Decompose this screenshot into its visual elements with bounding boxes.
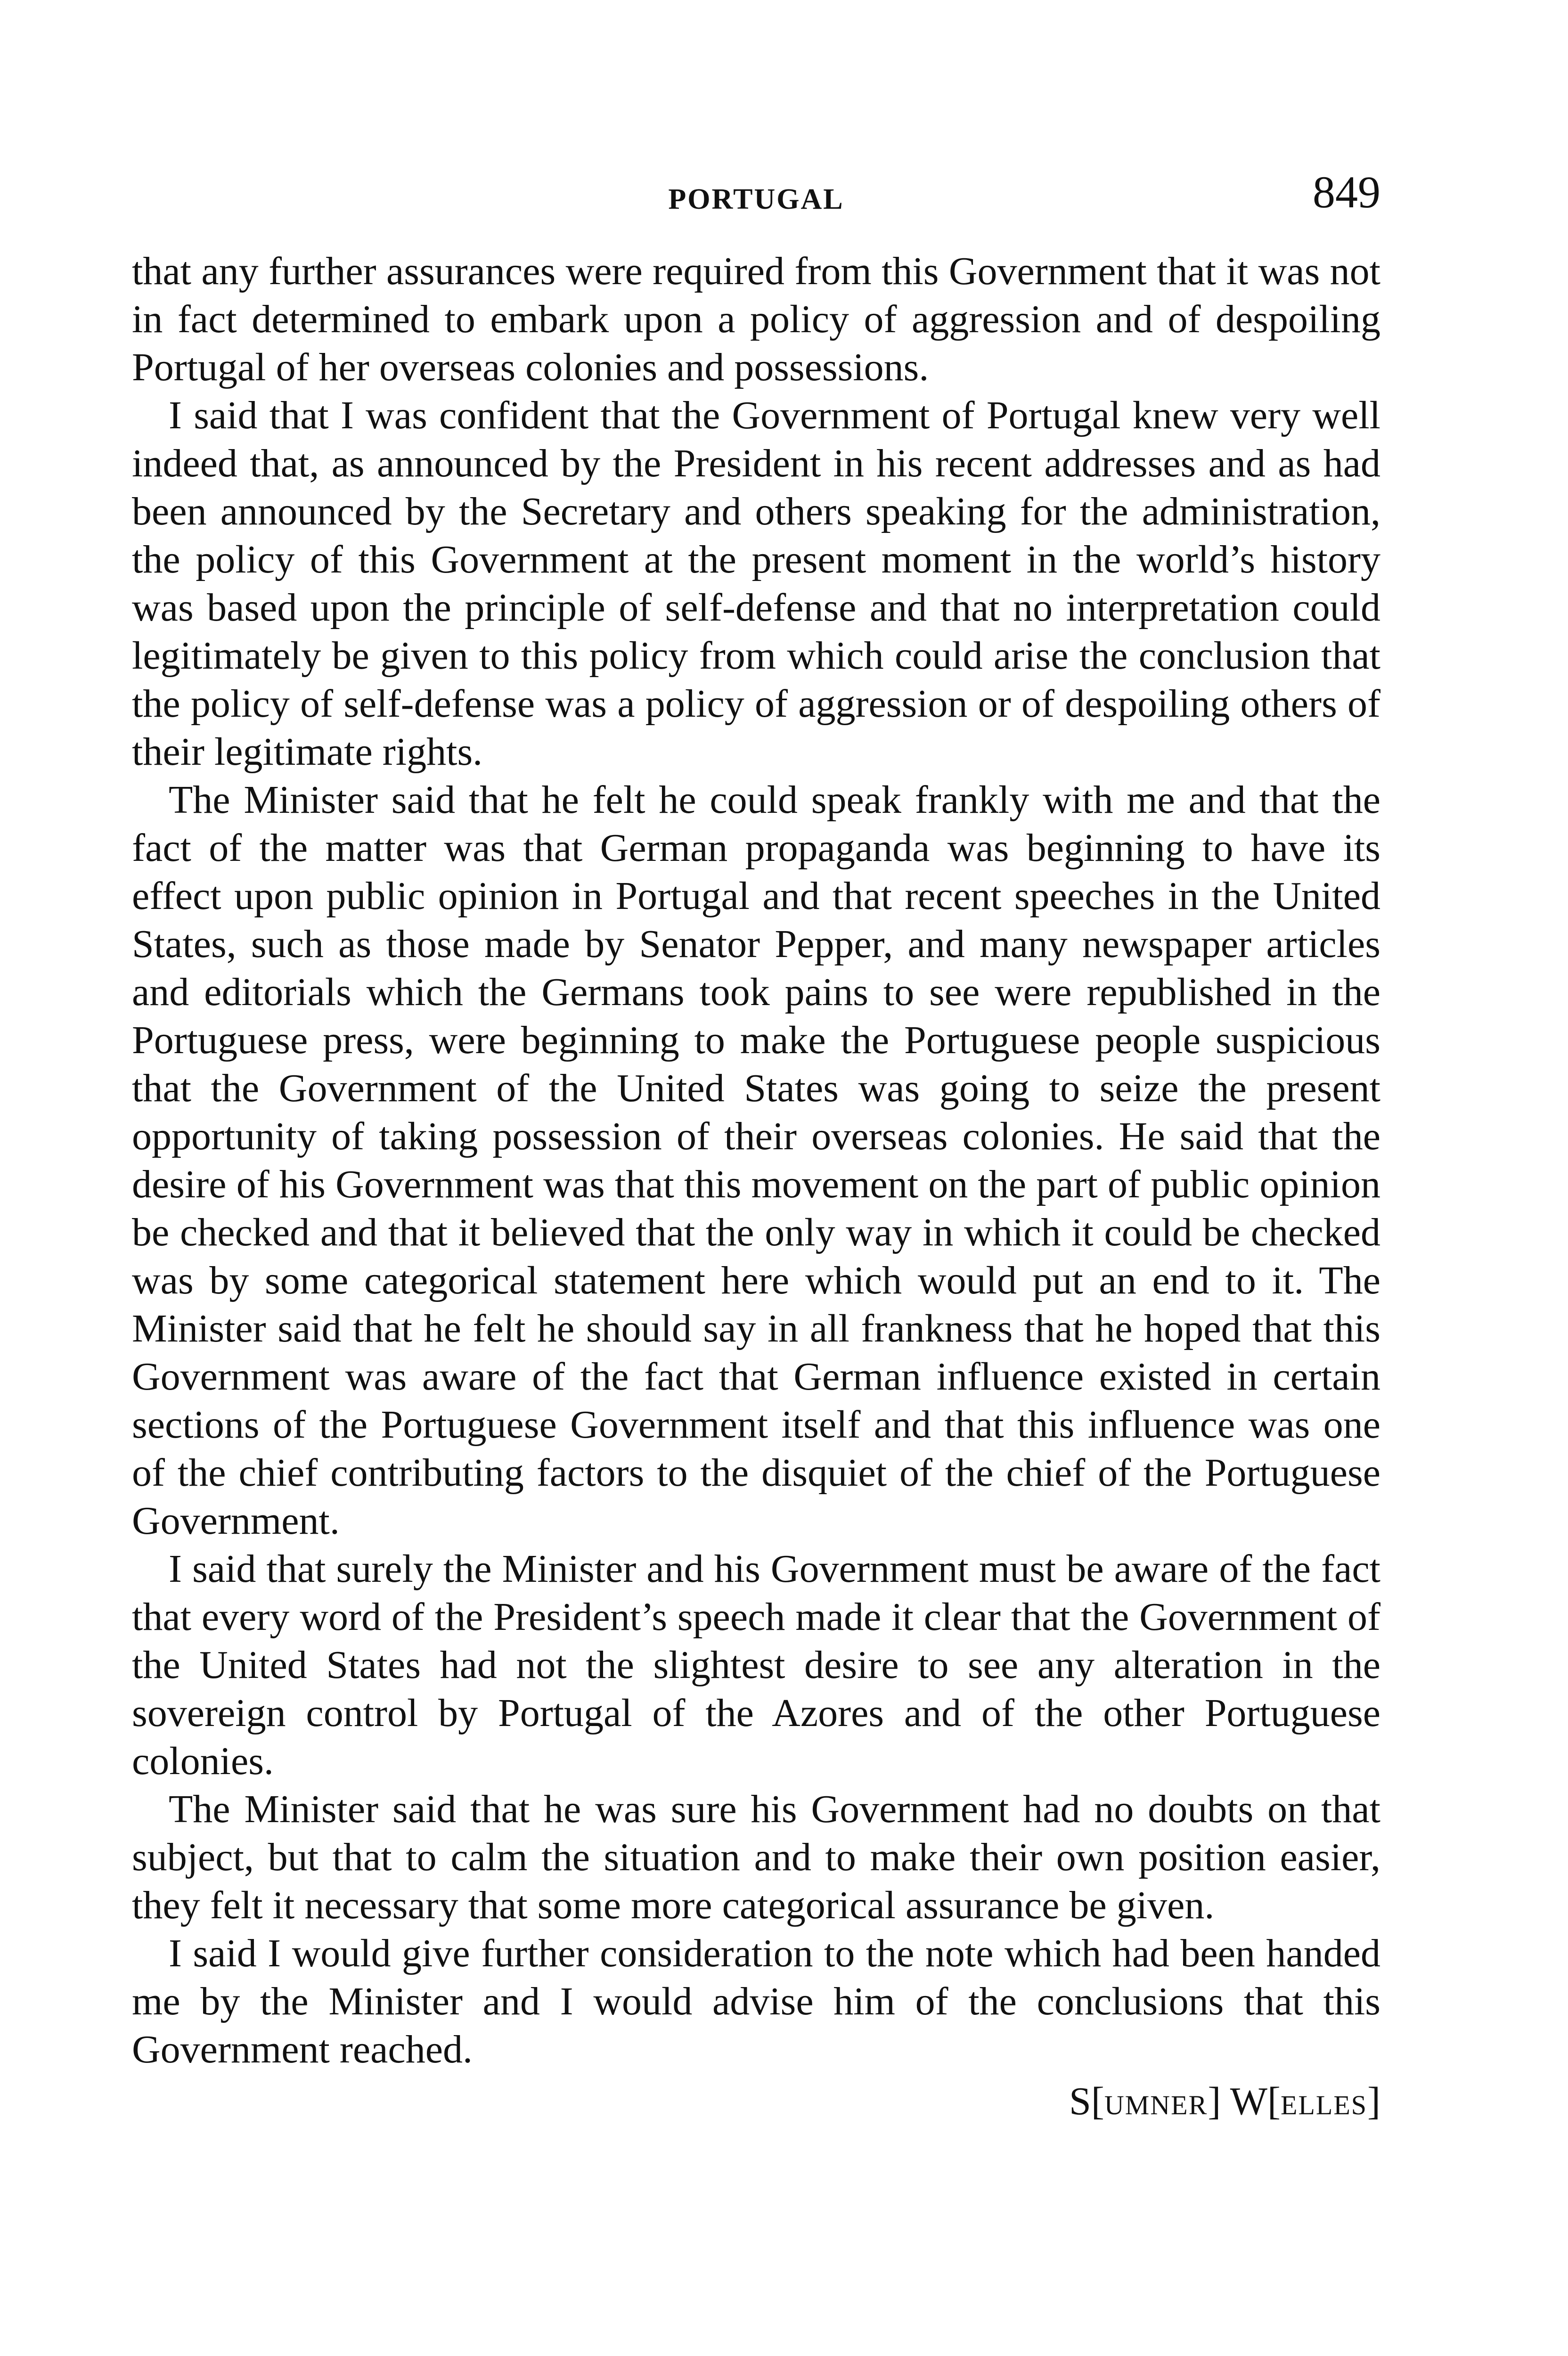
paragraph: The Minister said that he felt he could speak frankly with me and that the fact of the matter was that German propaganda was beginning to have its effect upon public opinion in Portugal and that recent speeches in the United States, such as those made by Senator Pepper, and many newspaper articles and editorials which the Germans took pains to see were republished in the Portuguese press, were beginning to make the Portuguese people suspicious that the Government of the United States was going to seize the present opportunity of taking possession of their overseas colonies. He said that the desire of his Government was that this movement on the part of public opinion be checked and that it believed that the only way in which it could be checked was by some categorical statement here which would put an end to it. The Minister said that he felt he should say in all frankness that he hoped that this Government was aware of the fact that German influence existed in certain sections of the Portuguese Government itself and that this influence was one of the chief contributing factors to the disquiet of the chief of the Portuguese Government. xyxy=(132,778,1380,1543)
document-page xyxy=(132,167,1380,2129)
running-head xyxy=(132,167,1380,221)
paragraph: I said that surely the Minister and his Government must be aware of the fact that every word of the President’s speech made it clear that the Government of the United States had not the slightest desire to see any alteration in the sovereign control by Portugal of the Azores and of the other Portuguese colonies. xyxy=(132,1547,1380,1783)
signature-part: ] xyxy=(1367,2079,1380,2123)
signature-part: ] W[ xyxy=(1208,2079,1281,2123)
page-number: 849 xyxy=(1313,167,1380,217)
signature xyxy=(132,2078,1380,2129)
paragraph: I said I would give further consideration to the note which had been handed me by the Minister and I would advise him of the conclusions that this Government reached. xyxy=(132,1931,1380,2071)
paragraph-continued: that any further assurances were required from this Government that it was not in fact determined to embark upon a policy of aggression and of despoiling Portugal of her overseas colonies and possessions. xyxy=(132,249,1380,389)
signature-smallcaps: ELLES xyxy=(1281,2090,1368,2120)
running-title: PORTUGAL xyxy=(668,183,844,215)
signature-part: S[ xyxy=(1069,2079,1104,2123)
paragraph: The Minister said that he was sure his Government had no doubts on that subject, but that to calm the situation and to make their own position easier, they felt it necessary that some more categorical assurance be given. xyxy=(132,1787,1380,1927)
signature-smallcaps: UMNER xyxy=(1104,2090,1208,2120)
body-text xyxy=(132,247,1380,2074)
paragraph: I said that I was confident that the Government of Portugal knew very well indeed that, as announced by the President in his recent addresses and as had been announced by the Secretary and others speaking for the administration, the policy of this Government at the present moment in the world’s history was based upon the principle of self-defense and that no interpretation could legitimately be given to this policy from which could arise the conclusion that the policy of self-defense was a policy of aggression or of despoiling others of their legitimate rights. xyxy=(132,393,1380,774)
